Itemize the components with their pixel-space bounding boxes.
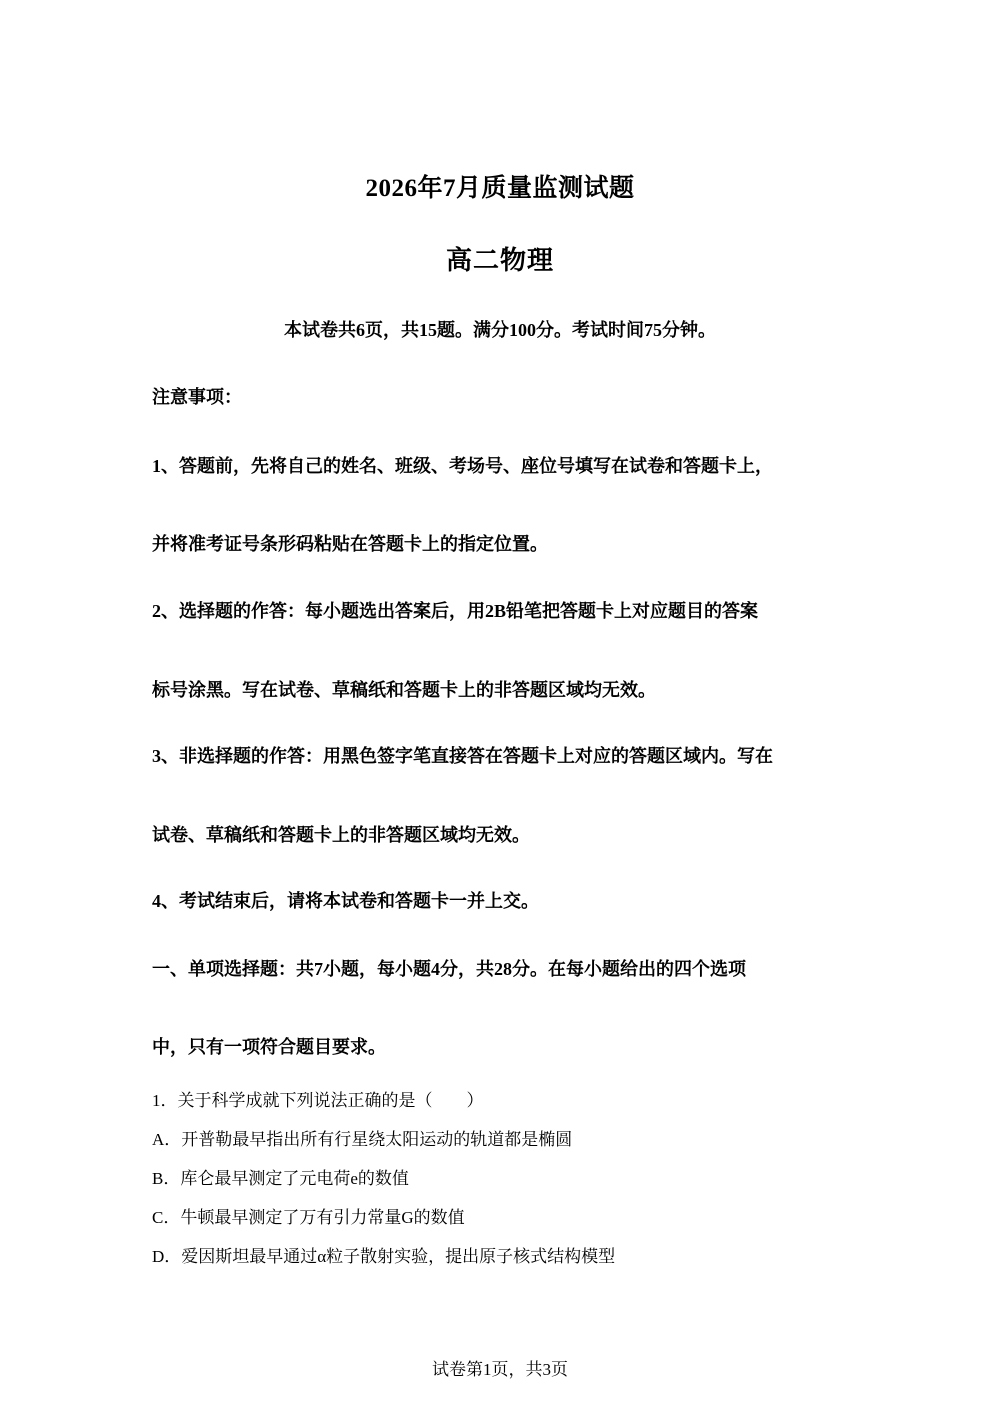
notice-item-2-line-2: 标号涂黑。写在试卷、草稿纸和答题卡上的非答题区域均无效。 [152, 680, 656, 700]
question-1-option-c: C．牛顿最早测定了万有引力常量G的数值 [152, 1208, 465, 1227]
notice-item-3-line-2: 试卷、草稿纸和答题卡上的非答题区域均无效。 [152, 825, 530, 845]
question-1-option-b: B．库仑最早测定了元电荷e的数值 [152, 1169, 409, 1188]
exam-title: 2026年7月质量监测试题 [365, 175, 635, 202]
notice-item-3-line-1: 3、非选择题的作答：用黑色签字笔直接答在答题卡上对应的答题区域内。写在 [152, 746, 773, 766]
question-1-option-a: A．开普勒最早指出所有行星绕太阳运动的轨道都是椭圆 [152, 1130, 573, 1149]
notice-item-4: 4、考试结束后，请将本试卷和答题卡一并上交。 [152, 891, 539, 911]
question-1-option-d: D．爱因斯坦最早通过α粒子散射实验，提出原子核式结构模型 [152, 1247, 616, 1266]
exam-subject: 高二物理 [445, 246, 554, 275]
page-footer: 试卷第1页，共3页 [432, 1360, 568, 1379]
notice-heading: 注意事项： [152, 387, 242, 407]
section-1-heading-line-2: 中，只有一项符合题目要求。 [152, 1037, 386, 1057]
notice-item-2-line-1: 2、选择题的作答：每小题选出答案后，用2B铅笔把答题卡上对应题目的答案 [152, 601, 759, 621]
notice-item-1-line-1: 1、答题前，先将自己的姓名、班级、考场号、座位号填写在试卷和答题卡上， [152, 456, 773, 476]
section-1-heading-line-1: 一、单项选择题：共7小题，每小题4分，共28分。在每小题给出的四个选项 [152, 959, 746, 979]
exam-intro: 本试卷共6页，共15题。满分100分。考试时间75分钟。 [284, 320, 716, 340]
question-1-stem: 1．关于科学成就下列说法正确的是（ ） [152, 1091, 484, 1110]
notice-item-1-line-2: 并将准考证号条形码粘贴在答题卡上的指定位置。 [152, 534, 548, 554]
